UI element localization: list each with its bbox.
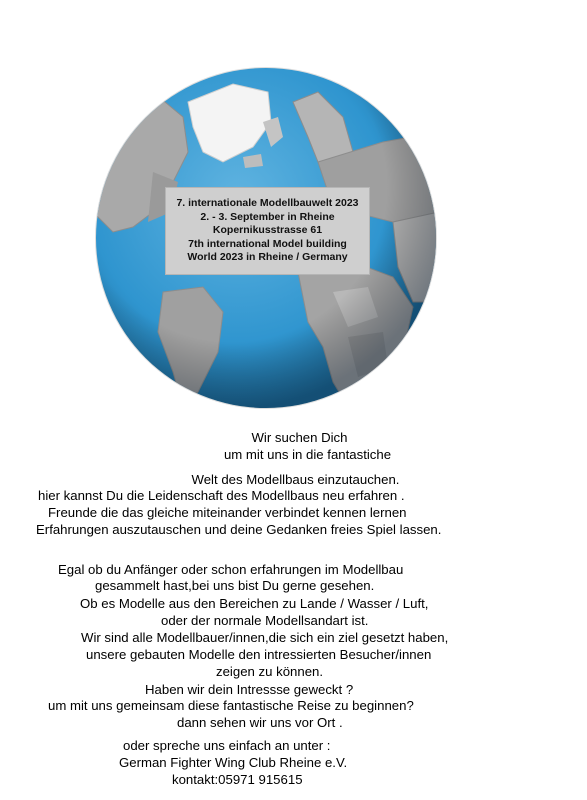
text-line: hier kannst Du die Leidenschaft des Modellbaus neu erfahren . [38,488,405,503]
banner-line: World 2023 in Rheine / Germany [187,251,348,264]
text-line: Ob es Modelle aus den Bereichen zu Lande / Wasser / Luft, [80,596,429,611]
text-line: Freunde die das gleiche miteinander verbindet kennen lernen [48,505,407,520]
event-banner [165,187,370,275]
text-line: zeigen zu können. [216,664,324,679]
text-line: oder spreche uns einfach an unter : [123,738,331,753]
text-line: gesammelt hast,bei uns bist Du gerne gesehen. [95,578,375,593]
banner-line: Kopernikusstrasse 61 [212,224,323,237]
text-line: unsere gebauten Modelle den intressierten Besucher/innen [86,647,432,662]
text-line: oder der normale Modellsandart ist. [161,613,369,628]
text-line: Welt des Modellbaus einzutauchen. [191,472,400,487]
banner-line: 7th international Model building [188,237,347,250]
contact-phone: kontakt:05971 915615 [172,772,303,787]
text-line: dann sehen wir uns vor Ort . [177,715,343,730]
text-line: German Fighter Wing Club Rheine e.V. [119,755,348,770]
text-line: um mit uns in die fantastiche [223,447,392,462]
text-line: Haben wir dein Intressse geweckt ? [145,682,354,697]
text-line: Wir suchen Dich [251,430,348,445]
text-line: Wir sind alle Modellbauer/innen,die sich ein ziel gesetzt haben, [81,630,449,645]
text-line: Erfahrungen auszutauschen und deine Gedanken freies Spiel lassen. [36,522,442,537]
text-line: Egal ob du Anfänger oder schon erfahrungen im Modellbau [58,562,404,577]
banner-line: 7. internationale Modellbauwelt 2023 [176,197,359,210]
text-line: um mit uns gemeinsam diese fantastische Reise zu beginnen? [48,698,414,713]
banner-line: 2. - 3. September in Rheine [200,210,335,223]
